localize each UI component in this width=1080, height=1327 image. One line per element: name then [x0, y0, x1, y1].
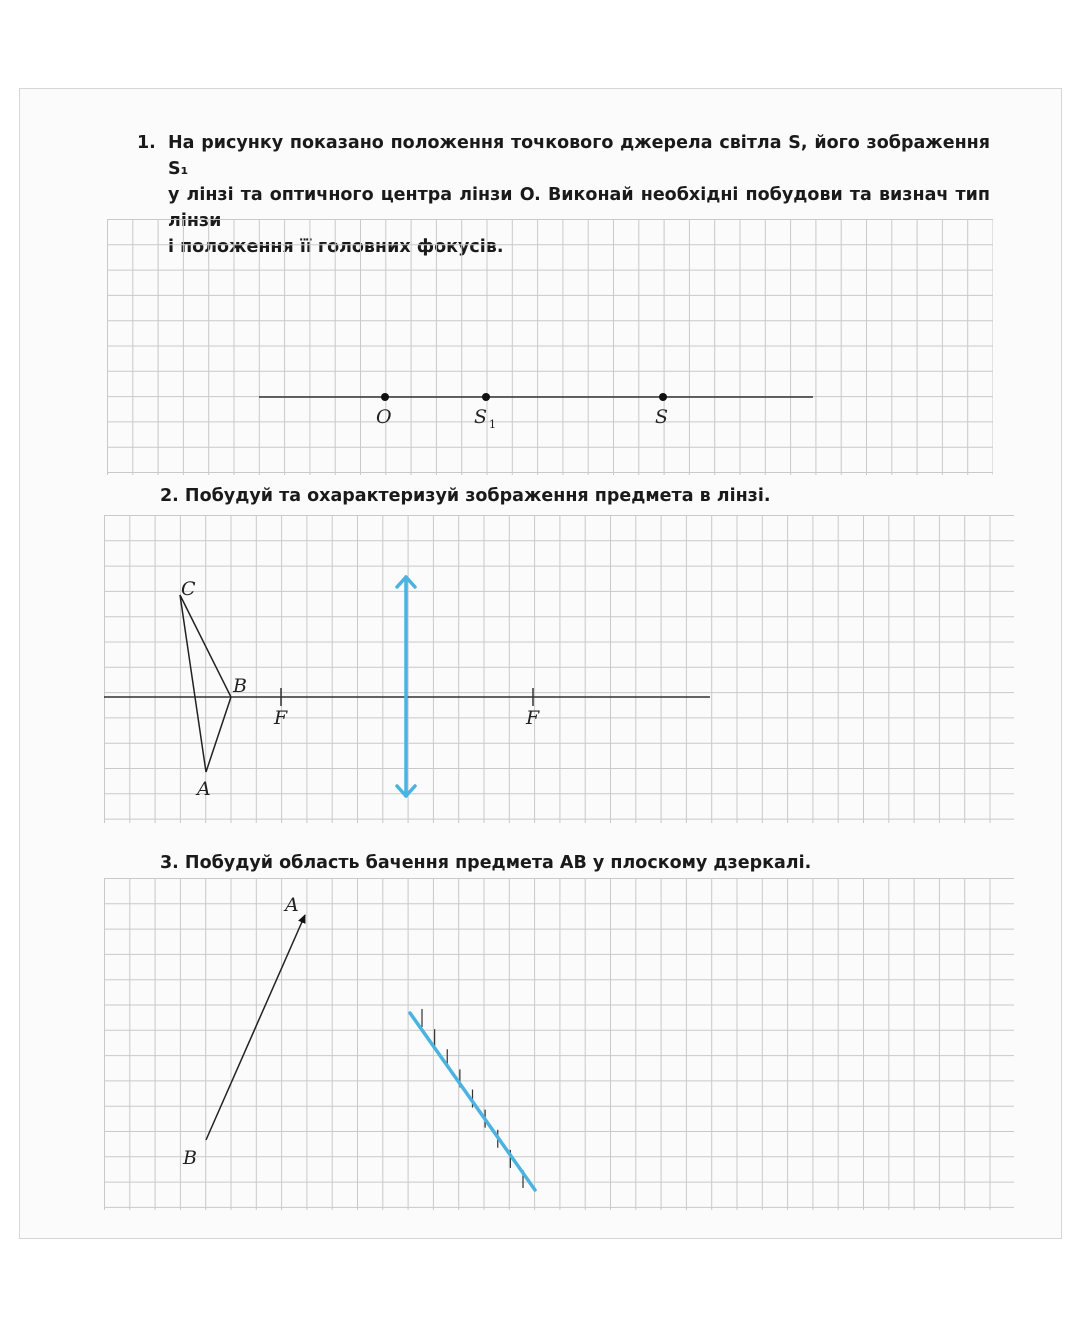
task1-line-3: і положення її головних фокусів.: [168, 237, 504, 257]
point-s1: [482, 393, 490, 401]
task3-text: 3. Побудуй область бачення предмета AB у плоскому дзеркалі.: [160, 853, 812, 873]
task1-grid: [107, 219, 993, 475]
label-f-right: F: [526, 707, 540, 729]
converging-lens: [397, 577, 415, 796]
label-s: S: [655, 406, 669, 428]
task1-line-1: На рисунку показано положення точкового джерела світла S, його зображення S₁: [168, 133, 990, 179]
label-b: B: [183, 1147, 197, 1169]
label-a: A: [197, 778, 211, 800]
label-s1: S: [474, 406, 488, 428]
grid-lines: [104, 515, 1014, 823]
label-s1-subscript: 1: [489, 418, 496, 431]
task2-text: 2. Побудуй та охарактеризуй зображення предмета в лінзі.: [160, 486, 771, 506]
label-f-left: F: [274, 707, 288, 729]
point-o: [381, 393, 389, 401]
task1-number: 1.: [137, 133, 156, 153]
label-o: O: [376, 406, 392, 428]
task3-grid: [104, 878, 1014, 1210]
task1-line-2: у лінзі та оптичного центра лінзи O. Виконай необхідні побудови та визнач тип лінзи: [168, 185, 990, 231]
grid-lines: [107, 219, 993, 475]
task2-grid: [104, 515, 1014, 823]
point-s: [659, 393, 667, 401]
label-a: A: [285, 894, 299, 916]
label-b: B: [233, 675, 247, 697]
plane-mirror: [410, 1013, 535, 1190]
grid-lines: [104, 878, 1014, 1210]
label-c: C: [181, 578, 196, 600]
